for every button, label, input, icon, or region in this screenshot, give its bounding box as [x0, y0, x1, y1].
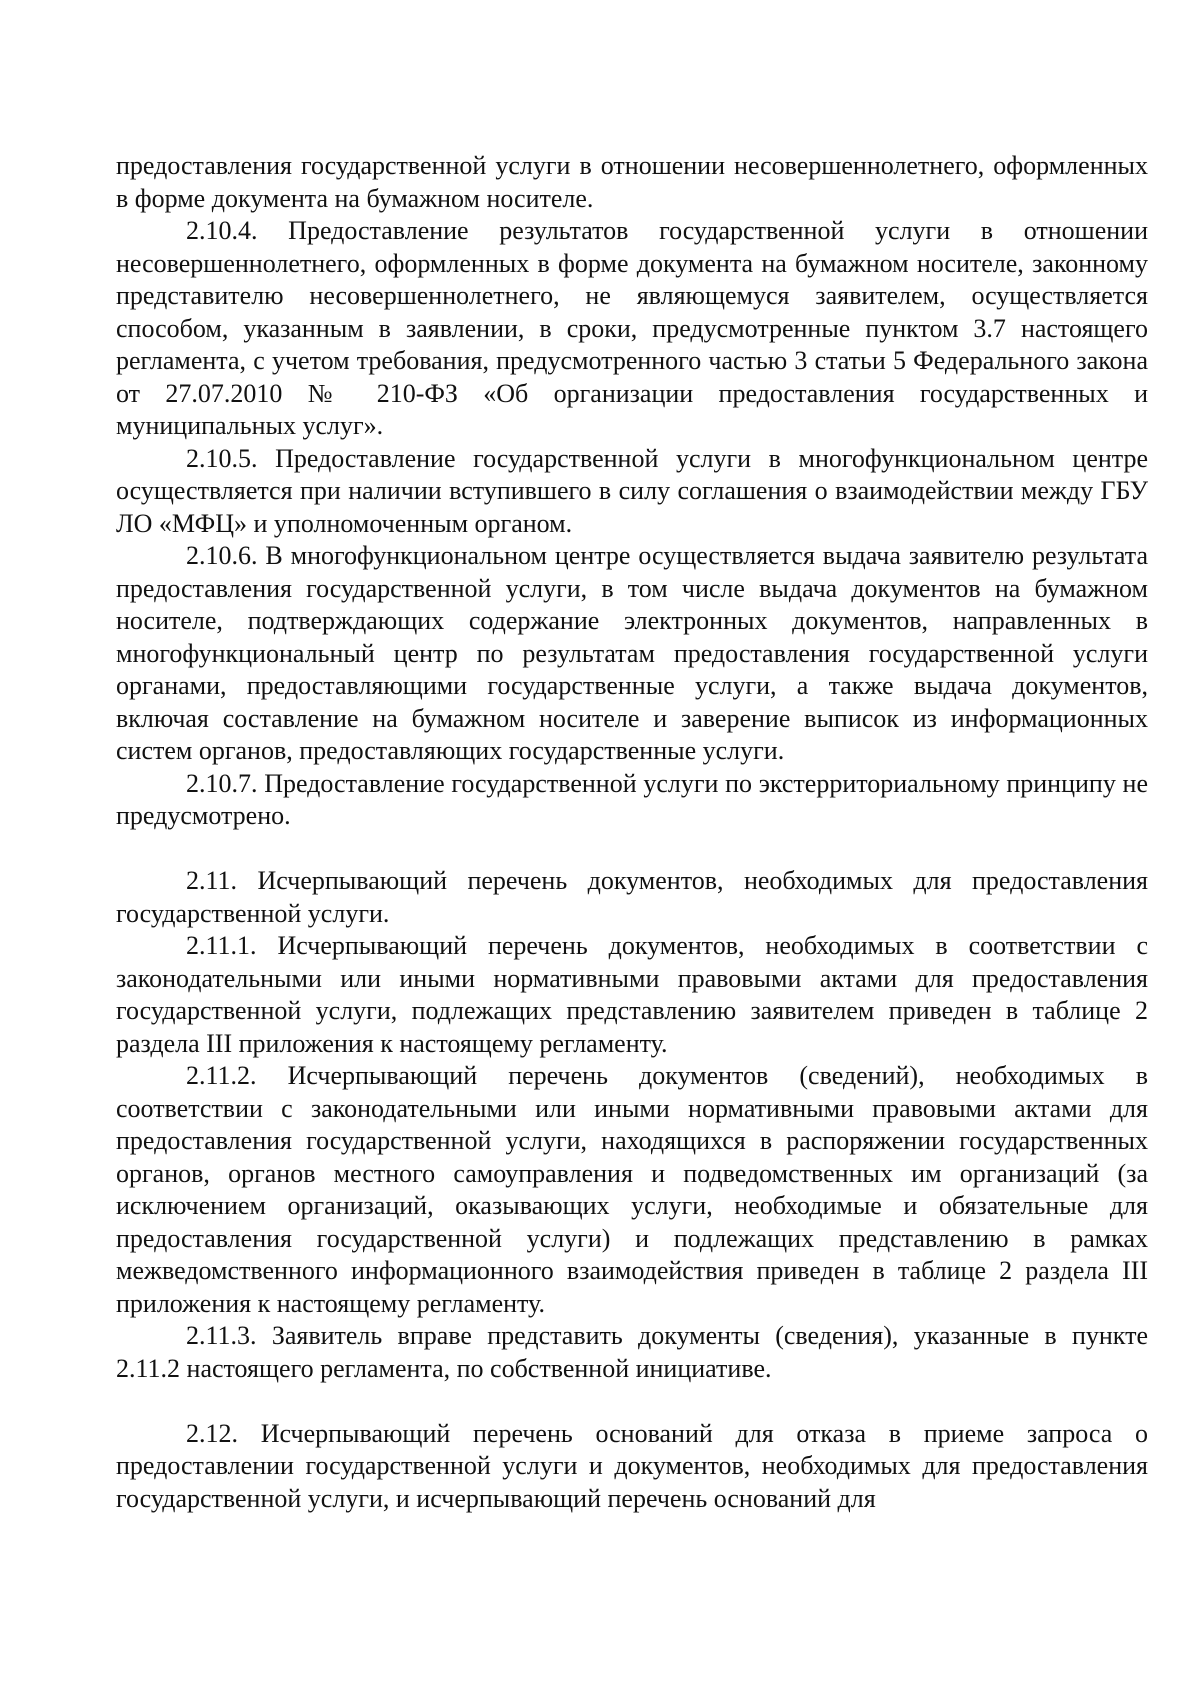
paragraph-2-11-3: 2.11.3. Заявитель вправе представить документы (сведения), указанные в пункте 2.11.2 настоящего регламента, по собственной инициативе.	[116, 1321, 1148, 1383]
paragraph-continuation: предоставления государственной услуги в отношении несовершеннолетнего, оформленных в форме документа на бумажном носителе.	[116, 151, 1148, 213]
paragraph-2-11-2: 2.11.2. Исчерпывающий перечень документов (сведений), необходимых в соответствии с законодательными или иными нормативными правовыми актами для предоставления государственной услуги, находящихся в распоряжении государственных органов, органов местного самоуправления и подведомственных им организаций (за исключением организаций, оказывающих услуги, необходимые и обязательные для предоставления государственной услуги) и подлежащих представлению в рамках межведомственного информационного взаимодействия приведен в таблице 2 раздела III приложения к настоящему регламенту.	[116, 1061, 1148, 1318]
paragraph-2-11-1: 2.11.1. Исчерпывающий перечень документов, необходимых в соответствии с законодательными или иными нормативными правовыми актами для предоставления государственной услуги, подлежащих представлению заявителем приведен в таблице 2 раздела III приложения к настоящему регламенту.	[116, 931, 1148, 1058]
paragraph-2-10-6: 2.10.6. В многофункциональном центре осуществляется выдача заявителю результата предоставления государственной услуги, в том числе выдача документов на бумажном носителе, подтверждающих содержание электронных документов, направленных в многофункциональный центр по результатам предоставления государственной услуги органами, предоставляющими государственные услуги, а также выдача документов, включая составление на бумажном носителе и заверение выписок из информационных систем органов, предоставляющих государственные услуги.	[116, 541, 1148, 765]
paragraph-2-10-7: 2.10.7. Предоставление государственной услуги по экстерриториальному принципу не предусмотрено.	[116, 768, 1148, 830]
paragraph-2-10-5: 2.10.5. Предоставление государственной услуги в многофункциональном центре осуществляется при наличии вступившего в силу соглашения о взаимодействии между ГБУ ЛО «МФЦ» и уполномоченным органом.	[116, 443, 1148, 538]
section-heading-2-12: 2.12. Исчерпывающий перечень оснований для отказа в приеме запроса о предоставлении государственной услуги и документов, необходимых для предоставления государственной услуги, и исчерпывающий перечень оснований для	[116, 1418, 1148, 1513]
section-heading-2-11: 2.11. Исчерпывающий перечень документов, необходимых для предоставления государственной услуги.	[116, 866, 1148, 928]
document-body	[116, 150, 1148, 1515]
paragraph-2-10-4: 2.10.4. Предоставление результатов государственной услуги в отношении несовершеннолетнего, оформленных в форме документа на бумажном носителе, законному представителю несовершеннолетнего, не являющемуся заявителем, осуществляется способом, указанным в заявлении, в сроки, предусмотренные пунктом 3.7 настоящего регламента, с учетом требования, предусмотренного частью 3 статьи 5 Федерального закона от 27.07.2010 № 210-ФЗ «Об организации предоставления государственных и муниципальных услуг».	[116, 216, 1148, 440]
